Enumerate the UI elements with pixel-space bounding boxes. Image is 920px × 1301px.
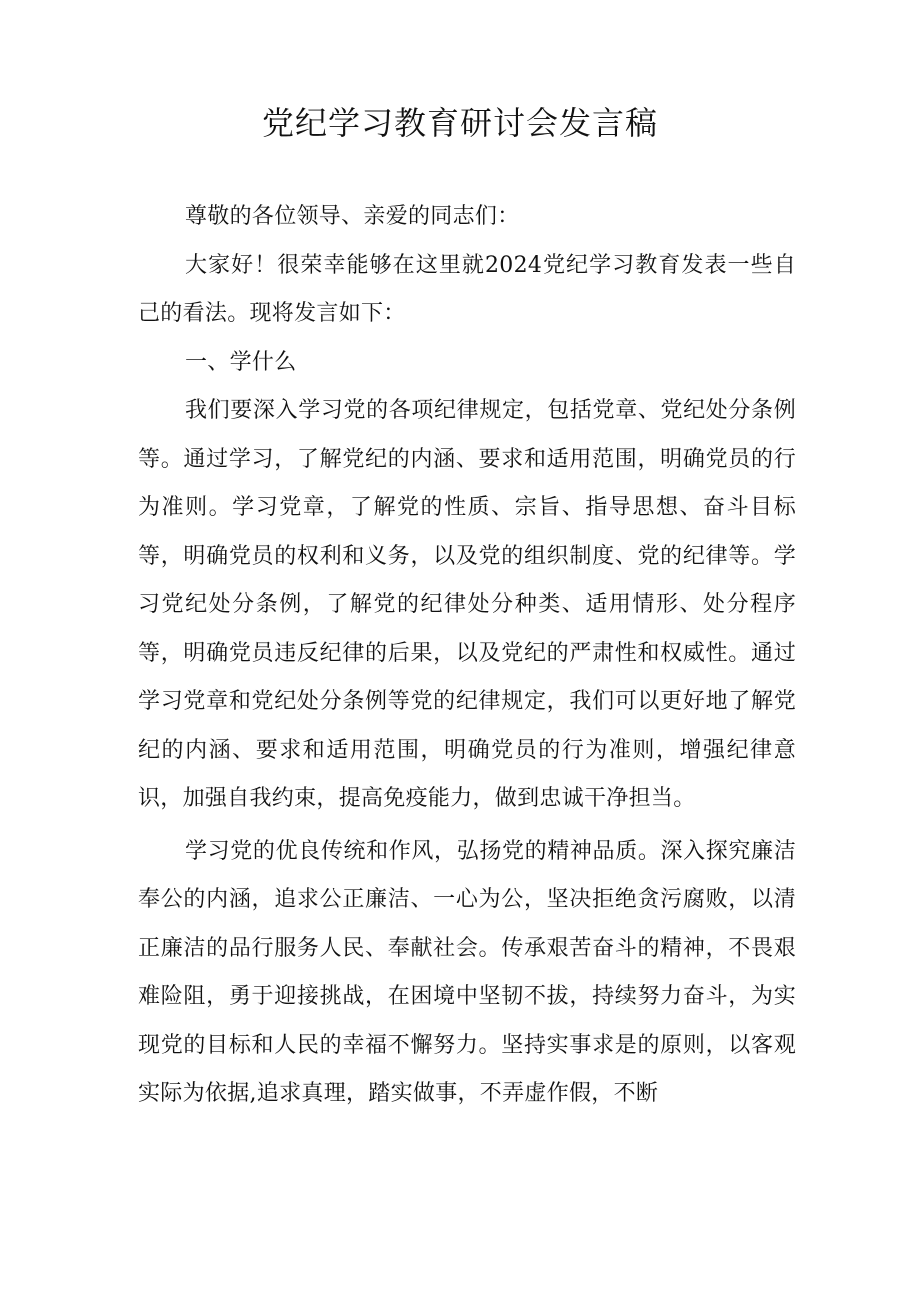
document-body — [138, 193, 796, 1119]
section-heading: 一、学什么 — [185, 349, 297, 375]
salutation-paragraph: 尊敬的各位领导、亲爱的同志们： — [185, 204, 520, 229]
document-title: 党纪学习教育研讨会发言稿 — [261, 104, 658, 142]
body-paragraph: 学习党的优良传统和作风，弘扬党的精神品质。深入探究廉洁奉公的内涵，追求公正廉洁、一心为公，坚决拒绝贪污腐败，以清正廉洁的品行服务人民、奉献社会。传承艰苦奋斗的精神，不畏艰难险阻，勇于迎接挑战，在困境中坚韧不拔，持续努力奋斗，为实现党的目标和人民的幸福不懈努力。坚持实事求是的原则，以客观实际为依据,追求真理，踏实做事，不弄虚作假，不断 — [138, 838, 796, 1106]
body-paragraph: 我们要深入学习党的各项纪律规定，包括党章、党纪处分条例等。通过学习，了解党纪的内涵、要求和适用范围，明确党员的行为准则。学习党章，了解党的性质、宗旨、指导思想、奋斗目标等，明确党员的权利和义务，以及党的组织制度、党的纪律等。学习党纪处分条例，了解党的纪律处分种类、适用情形、处分程序等，明确党员违反纪律的后果，以及党纪的严肃性和权威性。通过学习党章和党纪处分条例等党的纪律规定，我们可以更好地了解党纪的内涵、要求和适用范围，明确党员的行为准则，增强纪律意识，加强自我约束，提高免疫能力，做到忠诚干净担当。 — [138, 398, 796, 811]
greeting-paragraph: 大家好！很荣幸能够在这里就2024党纪学习教育发表一些自己的看法。现将发言如下： — [138, 252, 796, 326]
